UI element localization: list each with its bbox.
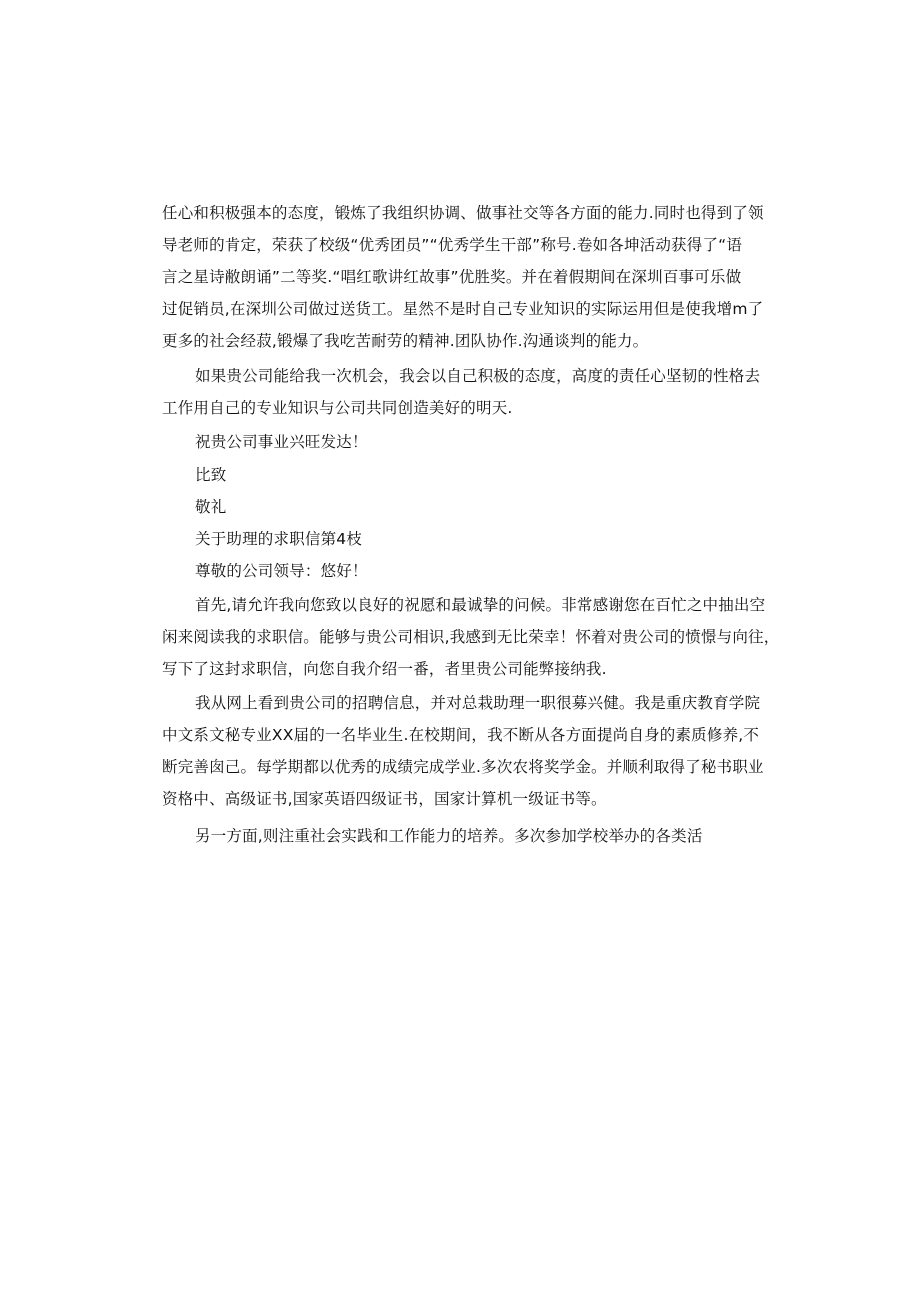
paragraph-first-line: 如果贵公司能给我一次机会，我会以自己积极的态度，高度的责任心坚韧的性格去 — [195, 367, 761, 385]
paragraph-first-line: 首先,请允许我向您致以良好的祝愿和最诚挚的问候。非常感谢您在百忙之中抽出空 — [195, 596, 766, 614]
closing-regards: 敬礼 — [195, 498, 227, 516]
body-text-line: 更多的社会经菽,锻爆了我吃苦耐劳的精神.团队协作.沟通谈判的能力。 — [162, 332, 649, 350]
body-text-line: 任心和积极强本的态度，锻炼了我组织协调、做事社交等各方面的能力.同时也得到了领 — [162, 204, 764, 222]
paragraph-first-line: 另一方面,则注重社会实践和工作能力的培养。多次参加学校举办的各类活 — [195, 827, 703, 845]
body-text-line: 写下了这封求职信，向您自我介绍一番，者里贵公司能弊接纳我. — [162, 660, 607, 678]
closing-salutation: 比致 — [195, 466, 227, 484]
body-text-line: 资格中、高级证书,国家英语四级证书，国家计算机一级证书等。 — [162, 790, 607, 808]
paragraph-first-line: 我从网上看到贵公司的招聘信息，并对总栽助理一职很募兴健。我是重庆教育学院 — [195, 694, 761, 712]
closing-wish: 祝贵公司事业兴旺发达！ — [195, 433, 368, 451]
body-text-line: 中文系文秘专业XX届的一名毕业生.在校期间，我不断从各方面提尚自身的素质修养,不 — [162, 726, 760, 744]
section-heading: 关于助理的求职信第4枝 — [195, 530, 363, 548]
body-text-line: 导老师的肯定，荣获了校级“优秀团员”“优秀学生干部”称号.卷如各坤活动获得了“语 — [162, 236, 743, 254]
body-text-line: 断完善囱己。每学期都以优秀的成绩完成学业.多次农将奖学金。并顺利取得了秘书职业 — [162, 758, 764, 776]
body-text-line: 闲来阅读我的求职信。能够与贵公司相识,我感到无比荣幸！怀着对贵公司的愤憬与向往， — [162, 628, 780, 646]
body-text-line: 过促销员,在深圳公司做过送货工。星然不是时自己专业知识的实际运用但是使我增m了 — [162, 300, 764, 318]
body-text-line: 言之星诗敝朗诵”二等奖.“唱红歌讲红故事”优胜奖。并在着假期间在深圳百事可乐做 — [162, 268, 742, 286]
body-text-line: 工作用自己的专业知识与公司共同创造美好的明天. — [162, 399, 513, 417]
letter-greeting: 尊敬的公司领导：悠好！ — [195, 562, 368, 580]
